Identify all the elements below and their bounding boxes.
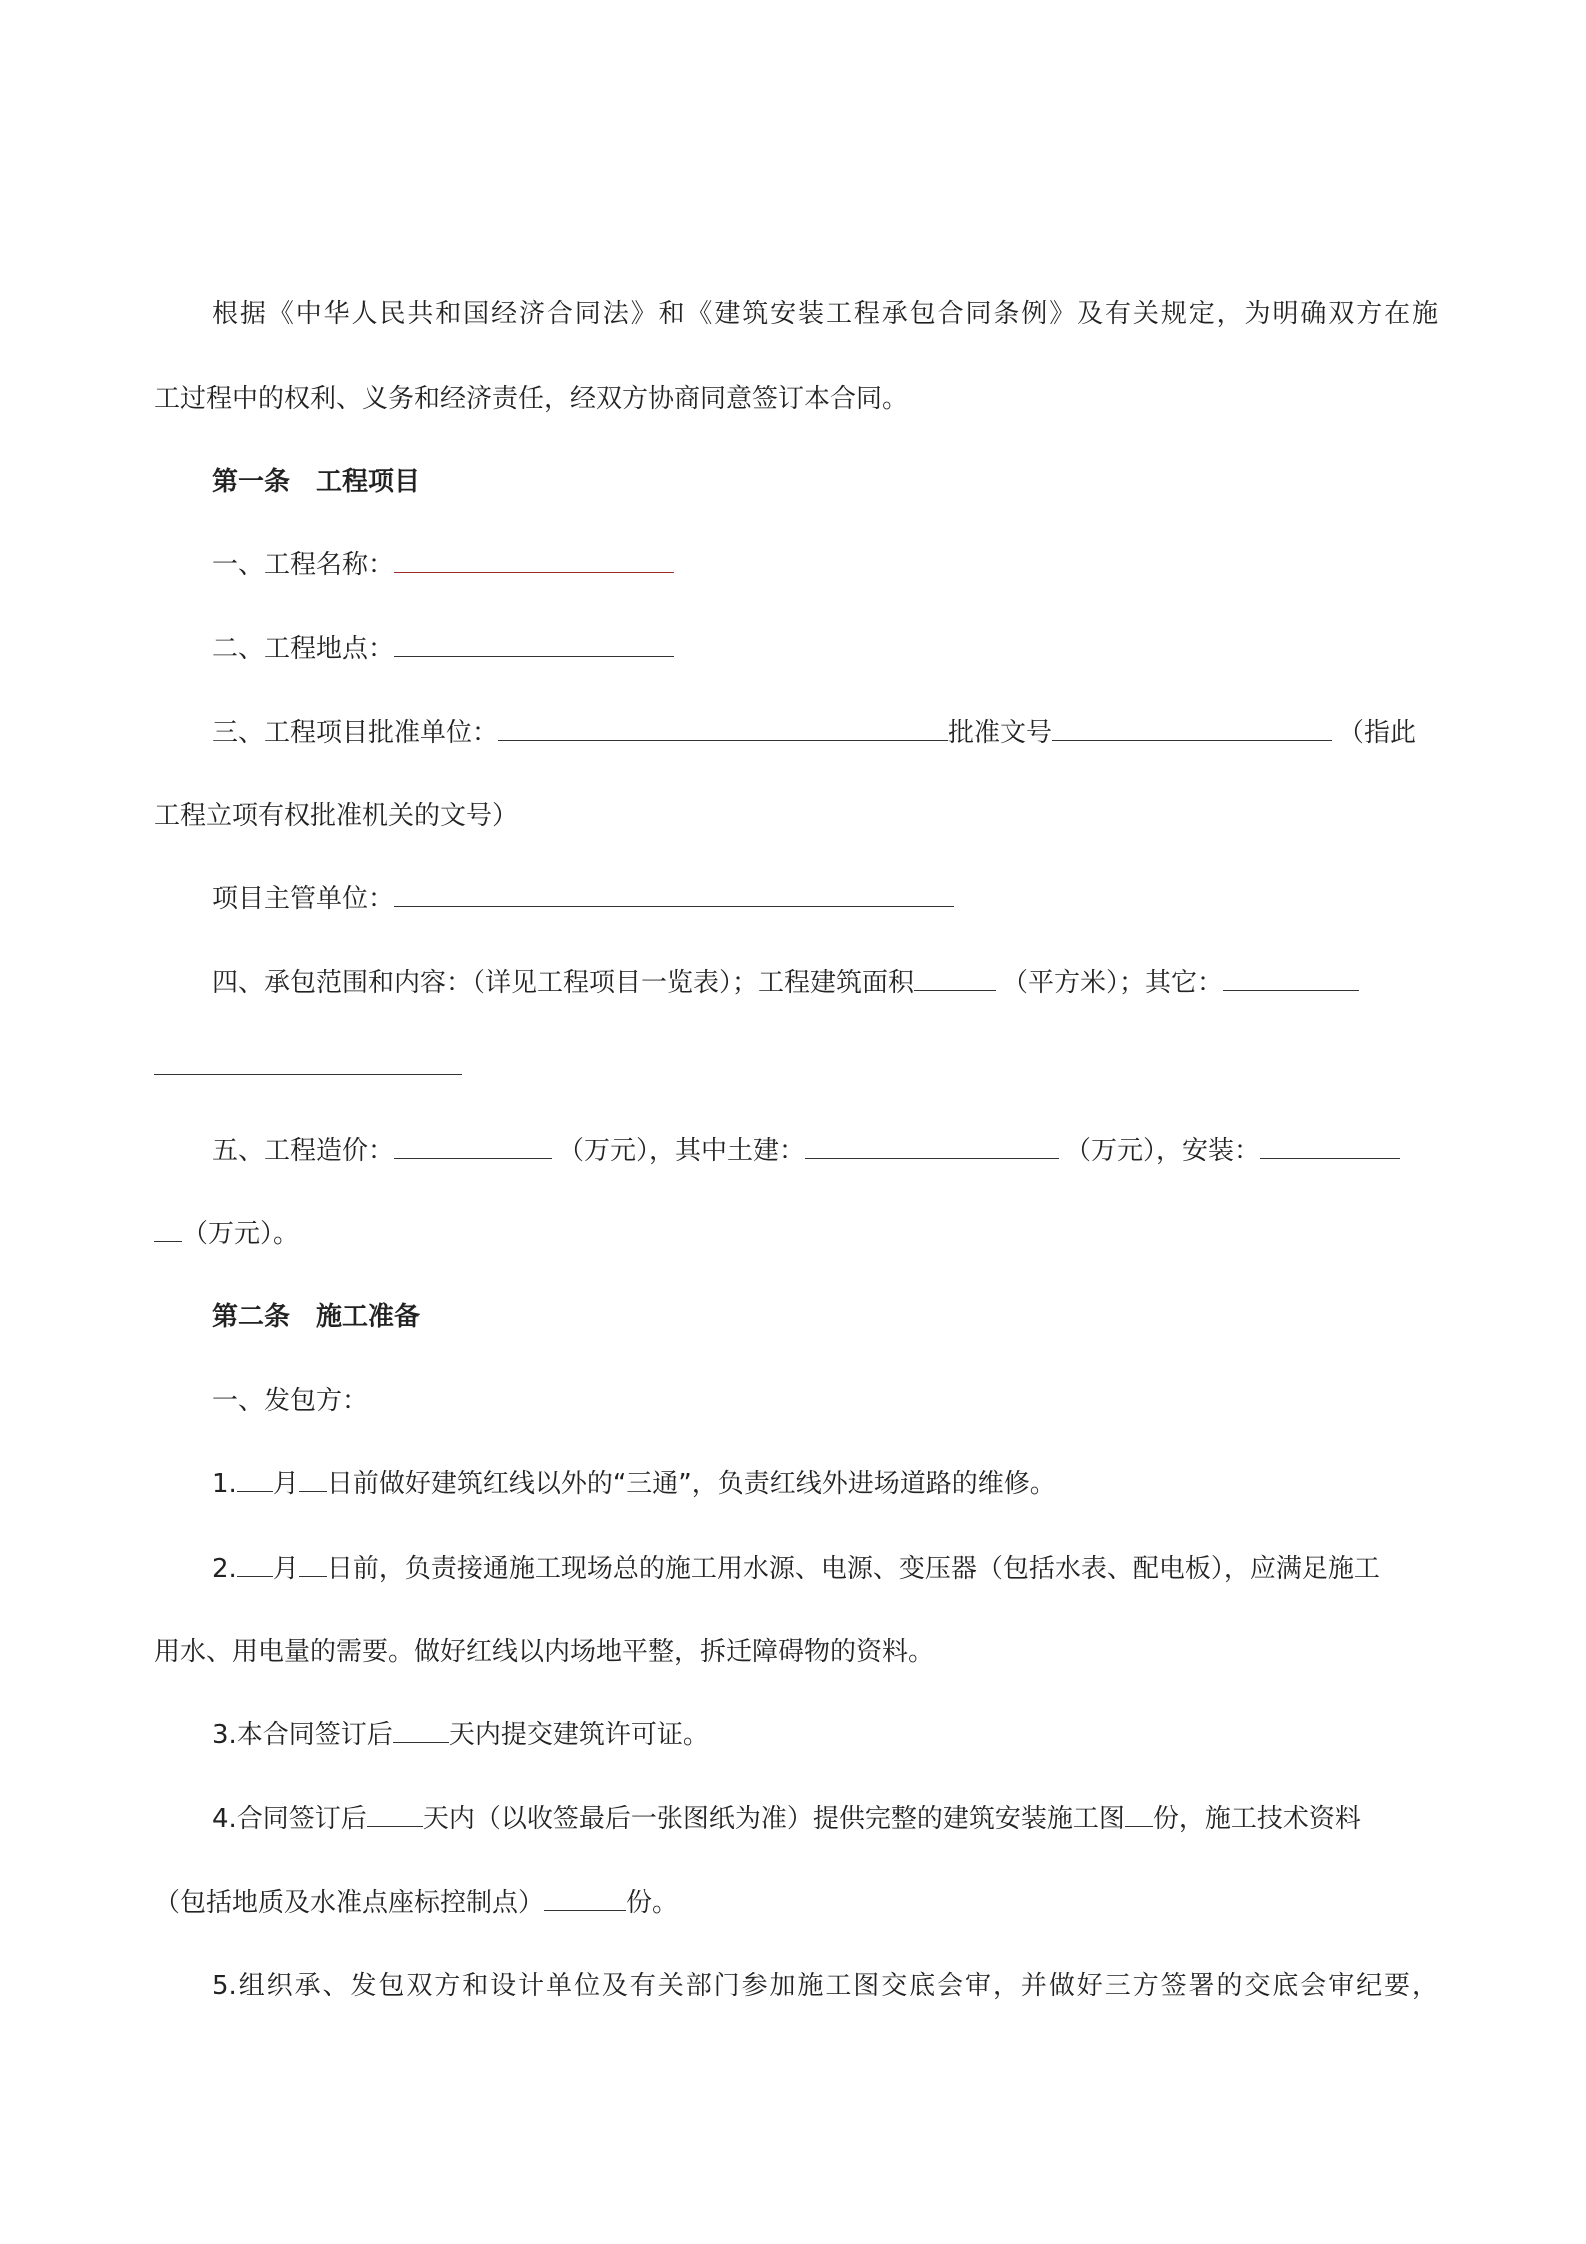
- clause-2-line: 2. 月 日前，负责接通施工现场总的施工用水源、电源、变压器（包括水表、配电板），应满足施工: [212, 1554, 1380, 1584]
- clause-3-days-blank[interactable]: [393, 1718, 449, 1743]
- approval-note-line: 工程立项有权批准机关的文号）: [154, 801, 519, 831]
- clause-4-copies-blank[interactable]: [1125, 1802, 1153, 1827]
- employer-heading: 一、发包方：: [212, 1386, 369, 1416]
- install-cost-blank-2[interactable]: [154, 1217, 182, 1242]
- other-scope-blank-2[interactable]: [154, 1050, 462, 1075]
- clause-3-line: 3.本合同签订后 天内提交建筑许可证。: [212, 1720, 709, 1750]
- project-name-blank[interactable]: [394, 548, 674, 573]
- civil-cost-blank[interactable]: [805, 1134, 1059, 1159]
- clause-5-line: 5.组织承、发包双方和设计单位及有关部门参加施工图交底会审，并做好三方签署的交底会审纪要，: [212, 1971, 1438, 2001]
- project-location-line: 二、工程地点：: [212, 632, 674, 666]
- clause-2-day-blank[interactable]: [299, 1552, 327, 1577]
- clause-4-days-blank[interactable]: [367, 1802, 423, 1827]
- floor-area-blank[interactable]: [914, 966, 996, 991]
- clause-4-line-2: （包括地质及水准点座标控制点） 份。: [154, 1888, 679, 1918]
- approval-unit-blank[interactable]: [498, 716, 948, 741]
- total-cost-blank[interactable]: [394, 1134, 552, 1159]
- paragraph-preamble-line-1: 根据《中华人民共和国经济合同法》和《建筑安装工程承包合同条例》及有关规定，为明确双方在施: [212, 299, 1438, 329]
- clause-2-month-blank[interactable]: [237, 1552, 273, 1577]
- approval-unit-line: 三、工程项目批准单位： 批准文号 （指此: [212, 718, 1417, 748]
- other-scope-blank[interactable]: [1223, 966, 1359, 991]
- project-location-blank[interactable]: [394, 632, 674, 657]
- clause-1-line: 1. 月 日前做好建筑红线以外的“三通”，负责红线外进场道路的维修。: [212, 1469, 1056, 1499]
- install-cost-blank[interactable]: [1260, 1134, 1400, 1159]
- supervisor-unit-line: 项目主管单位：: [212, 882, 954, 916]
- project-cost-line-2: （万元）。: [154, 1217, 299, 1251]
- clause-1-month-blank[interactable]: [237, 1467, 273, 1492]
- scope-line: 四、承包范围和内容：（详见工程项目一览表）；工程建筑面积 （平方米）；其它：: [212, 966, 1359, 1000]
- article-2-heading: 第二条 施工准备: [212, 1302, 421, 1332]
- clause-4-line: 4.合同签订后 天内（以收签最后一张图纸为准）提供完整的建筑安装施工图 份，施工技术资料: [212, 1804, 1361, 1834]
- clause-1-day-blank[interactable]: [299, 1467, 327, 1492]
- article-1-heading: 第一条 工程项目: [212, 467, 421, 497]
- paragraph-preamble-line-2: 工过程中的权利、义务和经济责任，经双方协商同意签订本合同。: [154, 384, 909, 414]
- clause-4-tech-copies-blank[interactable]: [544, 1886, 626, 1911]
- clause-2-line-2: 用水、用电量的需要。做好红线以内场地平整，拆迁障碍物的资料。: [154, 1637, 935, 1667]
- project-cost-line: 五、工程造价： （万元），其中土建： （万元），安装：: [212, 1134, 1400, 1168]
- approval-number-blank[interactable]: [1052, 716, 1332, 741]
- project-name-line: 一、工程名称：: [212, 548, 674, 582]
- supervisor-unit-blank[interactable]: [394, 882, 954, 907]
- scope-line-2: [154, 1050, 462, 1084]
